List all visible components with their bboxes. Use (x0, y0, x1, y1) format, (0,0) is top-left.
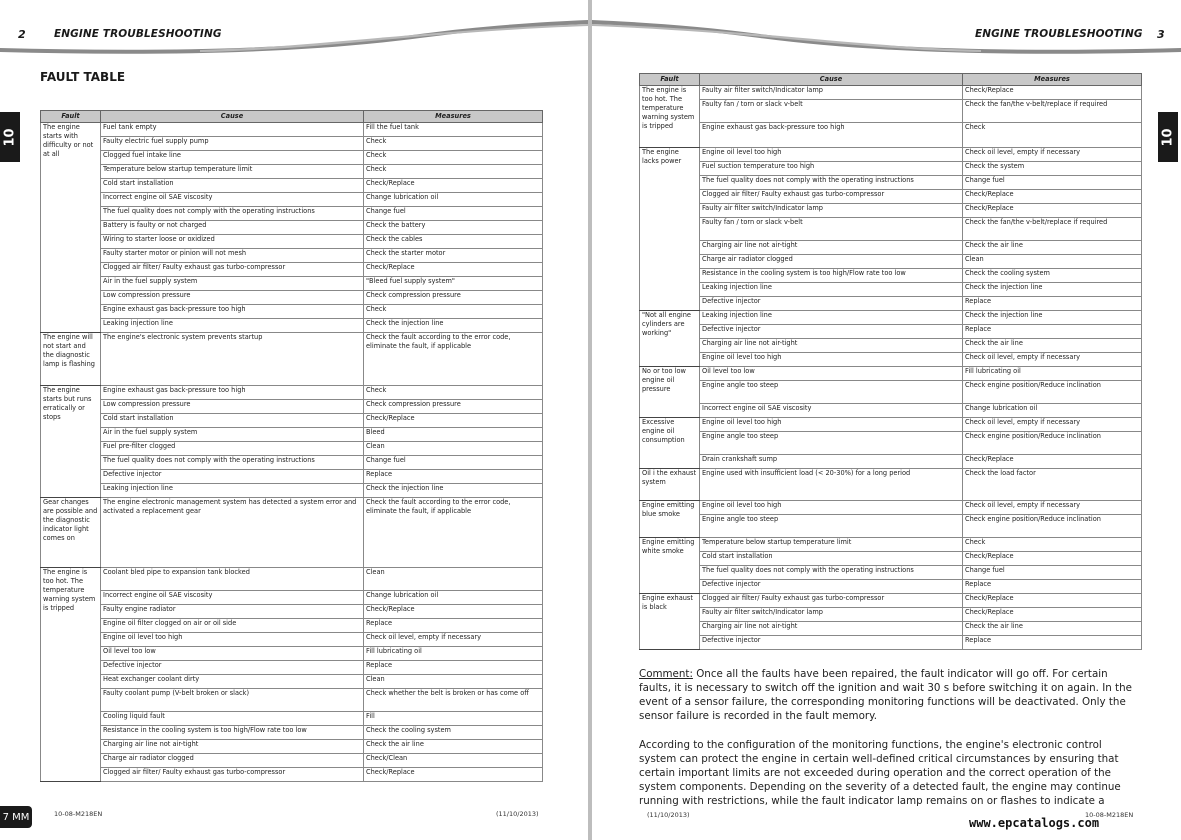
measure-cell: Check the battery (364, 221, 543, 235)
cause-cell: Charging air line not air-tight (700, 339, 963, 353)
cause-cell: Resistance in the cooling system is too high/Flow rate too low (700, 269, 963, 283)
table-row (41, 221, 543, 235)
cause-cell: Faulty fan / torn or slack v-belt (700, 218, 963, 241)
table-row (41, 414, 543, 428)
measure-cell: Check oil level, empty if necessary (963, 353, 1142, 367)
measure-cell: Clean (364, 568, 543, 591)
measure-cell: Clean (963, 255, 1142, 269)
cause-cell: The fuel quality does not comply with the operating instructions (700, 176, 963, 190)
cause-cell: Resistance in the cooling system is too high/Flow rate too low (101, 726, 364, 740)
cause-cell: Defective injector (700, 297, 963, 311)
cause-cell: Faulty air filter switch/Indicator lamp (700, 204, 963, 218)
left-page (0, 0, 588, 840)
measure-cell: Check the cooling system (364, 726, 543, 740)
fault-cell: Engine emitting blue smoke (640, 501, 700, 538)
page-title: FAULT TABLE (40, 70, 126, 84)
measure-cell: Check/Replace (963, 190, 1142, 204)
measure-cell: Check/Replace (963, 86, 1142, 100)
cause-cell: Charge air radiator clogged (101, 754, 364, 768)
fault-table (40, 110, 543, 782)
measure-cell: Fill (364, 712, 543, 726)
cause-cell: Wiring to starter loose or oxidized (101, 235, 364, 249)
table-row (41, 726, 543, 740)
table-row (640, 353, 1142, 367)
cause-cell: Charging air line not air-tight (101, 740, 364, 754)
fault-cell: No or too low engine oil pressure (640, 367, 700, 418)
cause-cell: Faulty air filter switch/Indicator lamp (700, 86, 963, 100)
cause-cell: Clogged air filter/ Faulty exhaust gas turbo-compressor (101, 768, 364, 782)
watermark: www.epcatalogs.com (969, 816, 1100, 830)
table-row (640, 404, 1142, 418)
measure-cell: Change fuel (963, 566, 1142, 580)
measure-cell: Check engine position/Reduce inclination (963, 432, 1142, 455)
cause-cell: Temperature below startup temperature limit (101, 165, 364, 179)
table-row (41, 165, 543, 179)
measure-cell: Check/Replace (963, 455, 1142, 469)
table-row (41, 291, 543, 305)
running-header: ENGINE TROUBLESHOOTING (54, 28, 222, 40)
measure-cell: "Bleed fuel supply system" (364, 277, 543, 291)
table-row (640, 269, 1142, 283)
cause-cell: Battery is faulty or not charged (101, 221, 364, 235)
column-header-fault: Fault (41, 111, 101, 123)
measure-cell: Check (364, 151, 543, 165)
cause-cell: Low compression pressure (101, 400, 364, 414)
table-row (640, 190, 1142, 204)
cause-cell: Engine oil filter clogged on air or oil side (101, 619, 364, 633)
table-row (640, 255, 1142, 269)
measure-cell: Check the load factor (963, 469, 1142, 501)
fault-cell: The engine will not start and the diagnostic lamp is flashing (41, 333, 101, 386)
cause-cell: Faulty engine radiator (101, 605, 364, 619)
measure-cell: Bleed (364, 428, 543, 442)
cause-cell: Engine exhaust gas back-pressure too high (101, 386, 364, 400)
table-row (640, 515, 1142, 538)
cause-cell: Incorrect engine oil SAE viscosity (101, 591, 364, 605)
table-row (640, 297, 1142, 311)
table-row (640, 622, 1142, 636)
cause-cell: Engine exhaust gas back-pressure too high (101, 305, 364, 319)
cause-cell: Air in the fuel supply system (101, 428, 364, 442)
table-row (640, 204, 1142, 218)
measure-cell: Change lubrication oil (364, 591, 543, 605)
fault-table (639, 73, 1142, 650)
footer-date: (11/10/2013) (647, 811, 690, 819)
cause-cell: Leaking injection line (700, 283, 963, 297)
table-row (41, 319, 543, 333)
fault-cell: Oil i the exhaust system (640, 469, 700, 501)
table-row (640, 86, 1142, 100)
table-row (640, 162, 1142, 176)
footer-doc-code: 10-08-M218EN (54, 810, 103, 818)
measure-cell: Replace (963, 636, 1142, 650)
fault-cell: The engine starts but runs erratically or stops (41, 386, 101, 498)
fault-cell: Excessive engine oil consumption (640, 418, 700, 469)
table-row (640, 283, 1142, 297)
table-row (41, 605, 543, 619)
table-row (41, 740, 543, 754)
measure-cell: Check compression pressure (364, 291, 543, 305)
cause-cell: Engine angle too steep (700, 515, 963, 538)
measure-cell: Check the fan/the v-belt/replace if required (963, 100, 1142, 123)
measure-cell: Check (364, 137, 543, 151)
table-row (640, 367, 1142, 381)
table-row (41, 123, 543, 137)
table-row (640, 381, 1142, 404)
comment-text: Once all the faults have been repaired, the fault indicator will go off. For certain faults, it is necessary to switch off the ignition and wait 30 s before switching it on again. In the event of a sensor failure, the corresponding monitoring functions will be deactivated. Only the sensor failure is recorded in the fault memory. (639, 668, 1132, 723)
measure-cell: Change lubrication oil (963, 404, 1142, 418)
measure-cell: Check oil level, empty if necessary (963, 148, 1142, 162)
measure-cell: Replace (364, 470, 543, 484)
table-row (41, 151, 543, 165)
measure-cell: Replace (963, 325, 1142, 339)
fault-cell: The engine is too hot. The temperature warning system is tripped (640, 86, 700, 148)
table-row (41, 661, 543, 675)
table-row (41, 470, 543, 484)
cause-cell: The fuel quality does not comply with the operating instructions (700, 566, 963, 580)
measure-cell: Change fuel (364, 207, 543, 221)
measure-cell: Check compression pressure (364, 400, 543, 414)
cause-cell: Engine oil level too high (101, 633, 364, 647)
measure-cell: Check the fault according to the error code, eliminate the fault, if applicable (364, 333, 543, 386)
fault-cell: Engine emitting white smoke (640, 538, 700, 594)
cause-cell: Air in the fuel supply system (101, 277, 364, 291)
cause-cell: Engine oil level too high (700, 148, 963, 162)
cause-cell: Engine oil level too high (700, 418, 963, 432)
body-paragraph: According to the configuration of the monitoring functions, the engine's electronic control system can protect the engine in certain well-defined critical circumstances by ensuring that certain important limits are not exceeded during operation and the correct operation of the system components. Depending on the severity of a detected fault, the engine may continue running with restrictions, while the fault indicator lamp remains on or flashes to indicate a (639, 739, 1121, 808)
comment-label: Comment: (639, 668, 693, 680)
table-row (41, 137, 543, 151)
cause-cell: Leaking injection line (101, 484, 364, 498)
table-row (41, 754, 543, 768)
cause-cell: Defective injector (700, 636, 963, 650)
right-page (592, 0, 1181, 840)
measure-cell: Check/Replace (364, 263, 543, 277)
measure-cell: Fill lubricating oil (963, 367, 1142, 381)
cause-cell: Engine oil level too high (700, 501, 963, 515)
cause-cell: Faulty air filter switch/Indicator lamp (700, 608, 963, 622)
footer-doc-code: 10-08-M218EN (1085, 811, 1134, 819)
column-header-cause: Cause (101, 111, 364, 123)
table-row (640, 608, 1142, 622)
table-row (640, 538, 1142, 552)
measure-cell: Check the air line (963, 339, 1142, 353)
table-row (41, 647, 543, 661)
fault-cell: Engine exhaust is black (640, 594, 700, 650)
table-row (640, 580, 1142, 594)
table-row (41, 305, 543, 319)
cause-cell: The fuel quality does not comply with the operating instructions (101, 456, 364, 470)
table-row (640, 241, 1142, 255)
table-row (41, 689, 543, 712)
cause-cell: Cold start installation (101, 179, 364, 193)
cause-cell: Oil level too low (101, 647, 364, 661)
cause-cell: Oil level too low (700, 367, 963, 381)
measure-cell: Check the injection line (364, 319, 543, 333)
cause-cell: Leaking injection line (700, 311, 963, 325)
cause-cell: Drain crankshaft sump (700, 455, 963, 469)
table-row (41, 428, 543, 442)
section-tab: 10 (0, 112, 20, 162)
measure-cell: Check the cables (364, 235, 543, 249)
table-row (640, 123, 1142, 148)
table-row (640, 501, 1142, 515)
table-row (41, 333, 543, 386)
cause-cell: Clogged air filter/ Faulty exhaust gas turbo-compressor (101, 263, 364, 277)
cause-cell: Clogged air filter/ Faulty exhaust gas turbo-compressor (700, 190, 963, 204)
measure-cell: Check oil level, empty if necessary (364, 633, 543, 647)
measure-cell: Clean (364, 442, 543, 456)
column-header-measures: Measures (963, 74, 1142, 86)
table-row (640, 176, 1142, 190)
table-row (41, 633, 543, 647)
measure-cell: Check the injection line (963, 283, 1142, 297)
corner-tab: 7 MM (0, 806, 32, 828)
measure-cell: Check (364, 305, 543, 319)
table-row (41, 591, 543, 605)
measure-cell: Replace (364, 661, 543, 675)
table-row (640, 100, 1142, 123)
cause-cell: Defective injector (101, 661, 364, 675)
cause-cell: Low compression pressure (101, 291, 364, 305)
cause-cell: Incorrect engine oil SAE viscosity (700, 404, 963, 418)
table-row (640, 311, 1142, 325)
measure-cell: Check/Replace (364, 605, 543, 619)
running-header: ENGINE TROUBLESHOOTING (975, 28, 1143, 40)
measure-cell: Check the fan/the v-belt/replace if required (963, 218, 1142, 241)
table-row (41, 235, 543, 249)
column-header-measures: Measures (364, 111, 543, 123)
fault-cell: The engine is too hot. The temperature warning system is tripped (41, 568, 101, 782)
measure-cell: Check/Replace (364, 179, 543, 193)
cause-cell: Clogged fuel intake line (101, 151, 364, 165)
table-row (41, 386, 543, 400)
table-row (640, 455, 1142, 469)
measure-cell: Check/Clean (364, 754, 543, 768)
measure-cell: Fill the fuel tank (364, 123, 543, 137)
measure-cell: Replace (364, 619, 543, 633)
table-row (41, 263, 543, 277)
cause-cell: Defective injector (101, 470, 364, 484)
measure-cell: Check (963, 123, 1142, 148)
table-row (640, 218, 1142, 241)
table-row (41, 498, 543, 568)
cause-cell: Fuel pre-filter clogged (101, 442, 364, 456)
cause-cell: Fuel tank empty (101, 123, 364, 137)
table-row (640, 325, 1142, 339)
measure-cell: Check (364, 386, 543, 400)
measure-cell: Check (364, 165, 543, 179)
table-row (41, 675, 543, 689)
cause-cell: Cold start installation (700, 552, 963, 566)
measure-cell: Check whether the belt is broken or has come off (364, 689, 543, 712)
table-row (640, 636, 1142, 650)
cause-cell: Faulty starter motor or pinion will not mesh (101, 249, 364, 263)
cause-cell: The fuel quality does not comply with the operating instructions (101, 207, 364, 221)
cause-cell: Charge air radiator clogged (700, 255, 963, 269)
fault-cell: Gear changes are possible and the diagnostic indicator light comes on (41, 498, 101, 568)
table-row (640, 566, 1142, 580)
measure-cell: Fill lubricating oil (364, 647, 543, 661)
measure-cell: Check the air line (963, 622, 1142, 636)
table-row (640, 552, 1142, 566)
page-number: 3 (1157, 28, 1165, 41)
measure-cell: Check the air line (364, 740, 543, 754)
measure-cell: Change fuel (364, 456, 543, 470)
measure-cell: Check engine position/Reduce inclination (963, 381, 1142, 404)
measure-cell: Check/Replace (364, 768, 543, 782)
cause-cell: Defective injector (700, 580, 963, 594)
table-row (640, 339, 1142, 353)
table-row (41, 484, 543, 498)
footer-date: (11/10/2013) (496, 810, 539, 818)
measure-cell: Check the cooling system (963, 269, 1142, 283)
measure-cell: Check/Replace (963, 552, 1142, 566)
column-header-cause: Cause (700, 74, 963, 86)
table-row (41, 400, 543, 414)
section-tab: 10 (1158, 112, 1178, 162)
fault-cell: "Not all engine cylinders are working" (640, 311, 700, 367)
table-row (41, 193, 543, 207)
table-row (41, 768, 543, 782)
cause-cell: The engine electronic management system has detected a system error and activated a replacement gear (101, 498, 364, 568)
measure-cell: Check the fault according to the error code, eliminate the fault, if applicable (364, 498, 543, 568)
fault-cell: The engine lacks power (640, 148, 700, 311)
fault-cell: The engine starts with difficulty or not at all (41, 123, 101, 333)
cause-cell: Temperature below startup temperature limit (700, 538, 963, 552)
measure-cell: Replace (963, 580, 1142, 594)
cause-cell: Clogged air filter/ Faulty exhaust gas turbo-compressor (700, 594, 963, 608)
cause-cell: Engine used with insufficient load (< 20-30%) for a long period (700, 469, 963, 501)
table-row (41, 442, 543, 456)
measure-cell: Check engine position/Reduce inclination (963, 515, 1142, 538)
measure-cell: Check oil level, empty if necessary (963, 418, 1142, 432)
measure-cell: Check the injection line (963, 311, 1142, 325)
measure-cell: Change lubrication oil (364, 193, 543, 207)
cause-cell: Engine angle too steep (700, 432, 963, 455)
cause-cell: Fuel suction temperature too high (700, 162, 963, 176)
cause-cell: Cold start installation (101, 414, 364, 428)
table-row (41, 207, 543, 221)
cause-cell: The engine's electronic system prevents startup (101, 333, 364, 386)
table-row (640, 432, 1142, 455)
cause-cell: Cooling liquid fault (101, 712, 364, 726)
measure-cell: Check the system (963, 162, 1142, 176)
table-row (640, 418, 1142, 432)
measure-cell: Clean (364, 675, 543, 689)
measure-cell: Check/Replace (963, 204, 1142, 218)
cause-cell: Defective injector (700, 325, 963, 339)
table-row (41, 712, 543, 726)
table-row (41, 619, 543, 633)
page-number: 2 (18, 28, 26, 41)
measure-cell: Check the injection line (364, 484, 543, 498)
cause-cell: Coolant bled pipe to expansion tank blocked (101, 568, 364, 591)
measure-cell: Check oil level, empty if necessary (963, 501, 1142, 515)
table-row (41, 456, 543, 470)
cause-cell: Faulty fan / torn or slack v-belt (700, 100, 963, 123)
table-row (640, 469, 1142, 501)
measure-cell: Check/Replace (963, 608, 1142, 622)
cause-cell: Incorrect engine oil SAE viscosity (101, 193, 364, 207)
cause-cell: Faulty electric fuel supply pump (101, 137, 364, 151)
cause-cell: Charging air line not air-tight (700, 622, 963, 636)
table-row (640, 148, 1142, 162)
cause-cell: Heat exchanger coolant dirty (101, 675, 364, 689)
measure-cell: Check/Replace (963, 594, 1142, 608)
cause-cell: Faulty coolant pump (V-belt broken or slack) (101, 689, 364, 712)
measure-cell: Replace (963, 297, 1142, 311)
measure-cell: Check (963, 538, 1142, 552)
table-row (41, 179, 543, 193)
column-header-fault: Fault (640, 74, 700, 86)
cause-cell: Charging air line not air-tight (700, 241, 963, 255)
measure-cell: Change fuel (963, 176, 1142, 190)
cause-cell: Leaking injection line (101, 319, 364, 333)
table-row (41, 249, 543, 263)
measure-cell: Check/Replace (364, 414, 543, 428)
measure-cell: Check the air line (963, 241, 1142, 255)
cause-cell: Engine oil level too high (700, 353, 963, 367)
cause-cell: Engine angle too steep (700, 381, 963, 404)
table-row (41, 277, 543, 291)
table-row (640, 594, 1142, 608)
comment-paragraph (639, 667, 1141, 723)
cause-cell: Engine exhaust gas back-pressure too high (700, 123, 963, 148)
measure-cell: Check the starter motor (364, 249, 543, 263)
table-row (41, 568, 543, 591)
